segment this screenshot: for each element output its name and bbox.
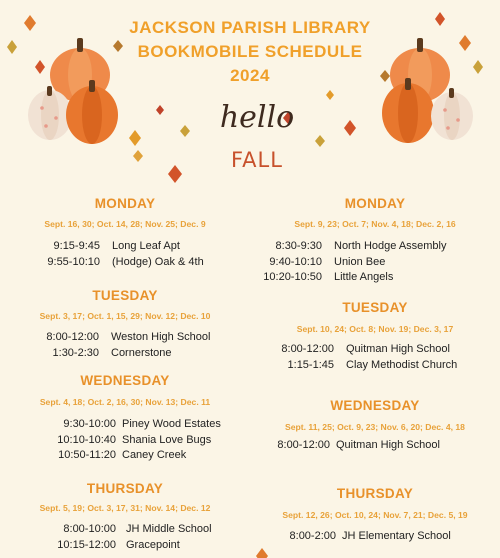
- stop-row: [0, 240, 250, 252]
- stop-time: 10:10-10:40: [57, 434, 116, 446]
- dates-monday: Sept. 9, 23; Oct. 7; Nov. 4, 18; Dec. 2, 16: [294, 219, 456, 229]
- stop-row: [0, 539, 250, 551]
- fall-greeting: FALL: [231, 148, 283, 172]
- stop-name: Clay Methodist Church: [346, 359, 458, 371]
- stop-name: Weston High School: [111, 331, 211, 343]
- day-heading-tuesday: TUESDAY: [342, 300, 408, 315]
- stop-time: 8:30-9:30: [275, 240, 322, 252]
- dates-wednesday: Sept. 4, 18; Oct. 2, 16, 30; Nov. 13; Dec. 11: [39, 397, 211, 407]
- stop-row: [250, 271, 500, 283]
- stop-name: Little Angels: [334, 271, 394, 283]
- dates-wednesday: Sept. 11, 25; Oct. 9, 23; Nov. 6, 20; Dec. 4, 18: [285, 422, 465, 432]
- dates-thursday: Sept. 5, 19; Oct. 3, 17, 31; Nov. 14; Dec. 12: [39, 503, 211, 513]
- stop-name: Quitman High School: [346, 343, 450, 355]
- stop-name: Shania Love Bugs: [122, 434, 212, 446]
- stop-time: 1:30-2:30: [52, 347, 99, 359]
- stop-row: [0, 256, 250, 268]
- stop-time: 9:15-9:45: [53, 240, 100, 252]
- stop-time: 8:00-12:00: [281, 343, 334, 355]
- stop-row: [0, 434, 250, 446]
- stop-row: [250, 439, 500, 451]
- stop-name: (Hodge) Oak & 4th: [112, 256, 204, 268]
- day-heading-thursday: THURSDAY: [336, 486, 414, 501]
- stop-row: [0, 347, 250, 359]
- dates-thursday: Sept. 12, 26; Oct. 10, 24; Nov. 7, 21; Dec. 5, 19: [282, 510, 468, 520]
- stop-row: [0, 449, 250, 461]
- stop-name: JH Elementary School: [342, 530, 451, 542]
- stop-time: 9:40-10:10: [269, 256, 322, 268]
- day-heading-wednesday: WEDNESDAY: [80, 373, 170, 388]
- stop-time: 10:15-12:00: [57, 539, 116, 551]
- stop-row: [250, 343, 500, 355]
- library-name: JACKSON PARISH LIBRARY: [129, 18, 371, 37]
- stop-name: Piney Wood Estates: [122, 418, 221, 430]
- day-heading-monday: MONDAY: [94, 196, 156, 211]
- day-heading-tuesday: TUESDAY: [92, 288, 158, 303]
- dates-monday: Sept. 16, 30; Oct. 14, 28; Nov. 25; Dec. 9: [44, 219, 206, 229]
- schedule-year: 2024: [230, 66, 270, 85]
- stop-time: 8:00-12:00: [46, 331, 99, 343]
- stop-time: 9:55-10:10: [47, 256, 100, 268]
- dates-tuesday: Sept. 3, 17; Oct. 1, 15, 29; Nov. 12; Dec. 10: [39, 311, 211, 321]
- stop-time: 10:50-11:20: [58, 449, 116, 461]
- stop-time: 8:00-12:00: [277, 439, 330, 451]
- stop-time: 8:00-10:00: [63, 523, 116, 535]
- day-heading-monday: MONDAY: [344, 196, 406, 211]
- stop-name: Quitman High School: [336, 439, 440, 451]
- stop-name: Gracepoint: [126, 539, 180, 551]
- stop-row: [0, 418, 250, 430]
- stop-row: [0, 331, 250, 343]
- stop-row: [0, 523, 250, 535]
- hello-greeting: hello: [219, 100, 295, 135]
- day-heading-wednesday: WEDNESDAY: [330, 398, 420, 413]
- stop-name: Cornerstone: [111, 347, 172, 359]
- stop-row: [250, 359, 500, 371]
- dates-tuesday: Sept. 10, 24; Oct. 8; Nov. 19; Dec. 3, 17: [296, 324, 454, 334]
- stop-row: [250, 256, 500, 268]
- stop-name: North Hodge Assembly: [334, 240, 447, 252]
- stop-time: 10:20-10:50: [263, 271, 322, 283]
- stop-time: 9:30-10:00: [63, 418, 116, 430]
- stop-name: Caney Creek: [122, 449, 187, 461]
- day-heading-thursday: THURSDAY: [86, 481, 164, 496]
- stop-name: Long Leaf Apt: [112, 240, 180, 252]
- stop-name: Union Bee: [334, 256, 386, 268]
- stop-time: 1:15-1:45: [287, 359, 334, 371]
- stop-time: 8:00-2:00: [289, 530, 336, 542]
- stop-row: [250, 240, 500, 252]
- schedule-title: BOOKMOBILE SCHEDULE: [137, 42, 363, 61]
- stop-row: [250, 530, 500, 542]
- stop-name: JH Middle School: [126, 523, 212, 535]
